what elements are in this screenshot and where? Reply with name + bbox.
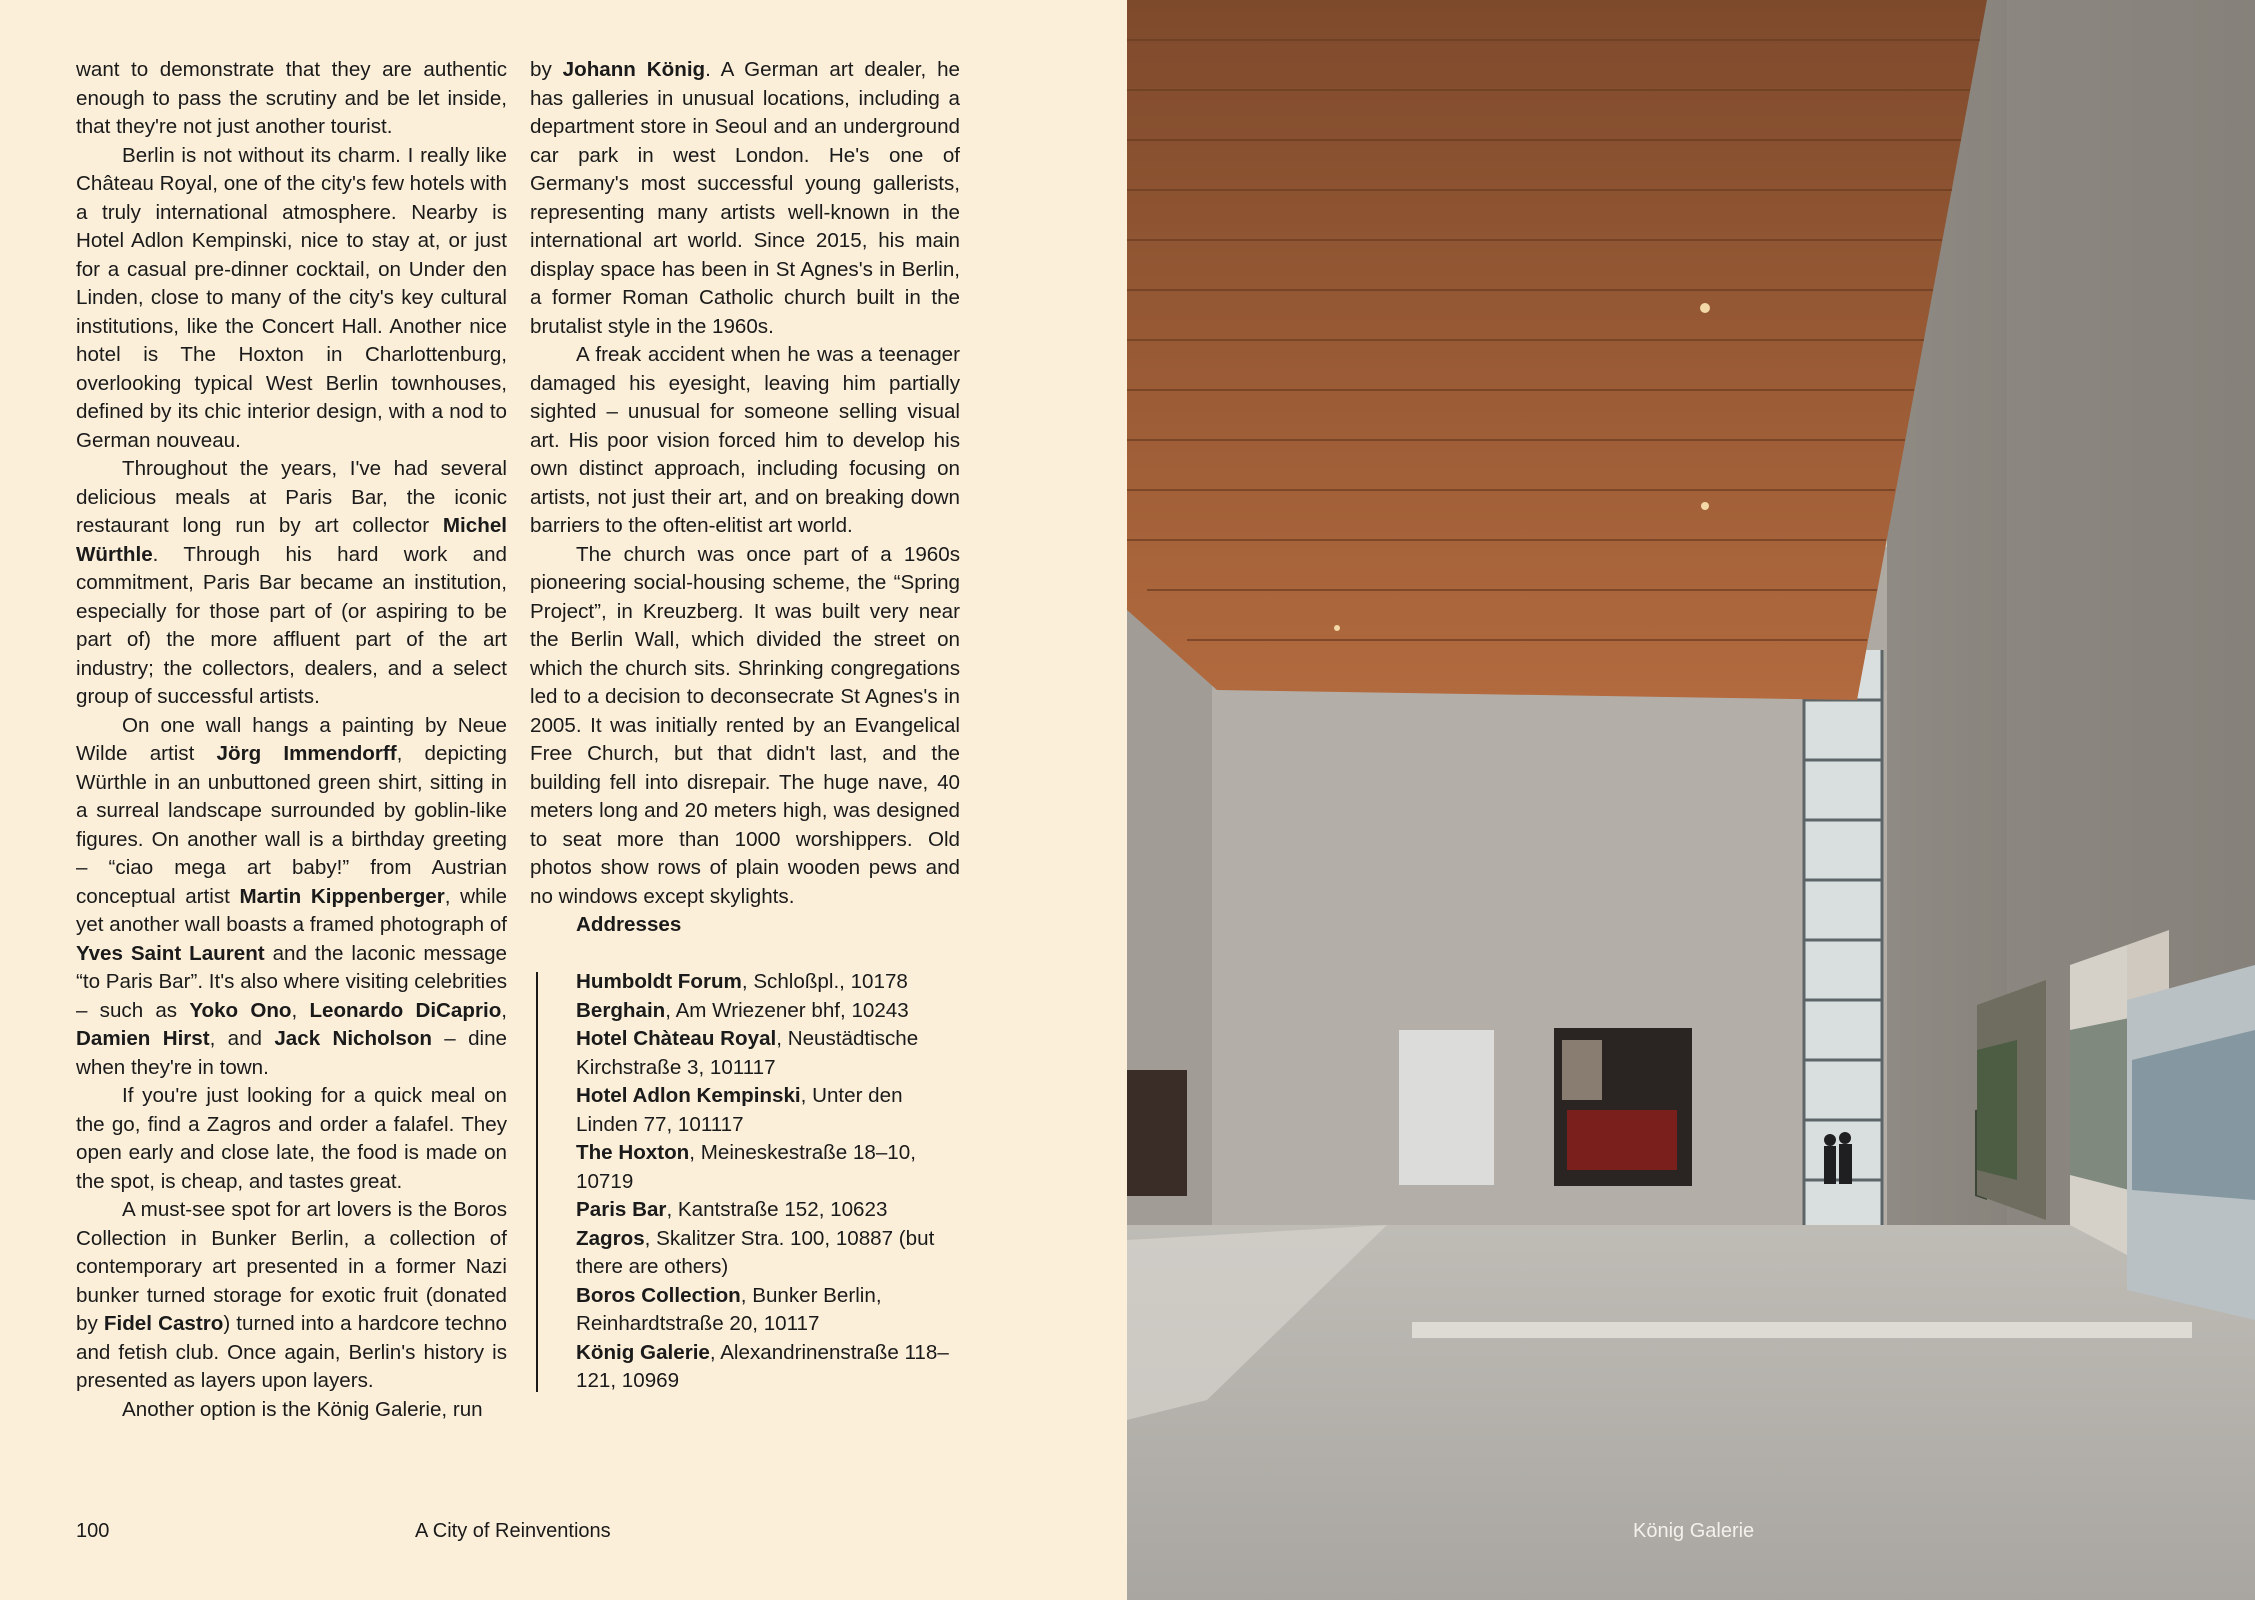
text-run: . Through his hard work and commitment, Paris Bar became an institution, especially for those part of (or aspiring to be part of) the more affluent part of the art industry; the collectors, dealers, and a select group of successful artists. [76,542,507,708]
text-run: and the laconic message “to Paris Bar”. It's also where visiting celebrities – such as [76,941,507,1022]
text-run: , [501,998,508,1022]
address-detail: , Kantstraße 152, 10623 [666,1198,888,1221]
text-run: . A German art dealer, he has galleries in unusual locations, including a department store in Seoul and an underground car park in west London. He's one of Germany's most successful young gallerists, representing many artists well-known in the international art world. Since 2015, his main display space has been in St Agnes's in Berlin, a former Roman Catholic church built in the brutalist style in the 1960s. [530,58,960,338]
bold-name: Yoko Ono [189,998,292,1022]
gallery-interior-photo [1127,0,2255,1600]
address-name: The Hoxton [576,1141,690,1164]
text-run: , and [209,1027,275,1050]
bold-name: Johann König [562,58,706,81]
bold-name: Fidel Castro [103,1312,224,1335]
photo-caption: König Galerie [1633,1520,1755,1542]
text-run: On one wall hangs a painting by Neue Wilde artist [76,713,507,765]
text-run: A freak accident when he was a teenager damaged his eyesight, leaving him partially sighted – unusual for someone selling visual art. His poor vision forced him to develop his own distinct approach, including focusing on artists, not just their art, and on breaking down barriers to the often-elitist art world. [530,343,960,537]
paragraph [76,1196,507,1396]
addresses-list [530,968,960,1396]
text-run: If you're just looking for a quick meal on the go, find a Zagros and order a falafel. They open early and close late, the food is made on the spot, is cheap, and tastes great. [76,1084,507,1193]
paragraph [530,541,960,912]
address-entry [576,1196,960,1225]
bold-name: Yves Saint Laurent [76,941,265,965]
address-entry [576,1225,960,1282]
page-number: 100 [76,1520,110,1542]
address-entry [576,1025,960,1082]
address-detail: , Skalitzer Stra. 100, 10887 (but there are others) [576,1226,935,1278]
text-run: , while yet another wall boasts a framed photograph of [76,884,508,936]
address-name: Boros Collection [576,1283,741,1307]
text-run: The church was once part of a 1960s pioneering social-housing scheme, the “Spring Project”, in Kreuzberg. It was built very near the Berlin Wall, which divided the street on which the church sits. Shrinking congregations led to a decision to deconsecrate St Agnes's in 2005. It was initially rented by an Evangelical Free Church, but that didn't last, and the building fell into disrepair. The huge nave, 40 meters long and 20 meters high, was designed to seat more than 1000 worshippers. Old photos show rows of plain wooden pews and no windows except skylights. [530,542,960,908]
addresses-heading: Addresses [576,913,682,936]
bold-name: Michel Würthle [76,514,507,566]
bold-name: Martin Kippenberger [239,884,445,908]
column-2-body [530,56,960,911]
text-run: ) turned into a hardcore techno and fetish club. Once again, Berlin's history is presented as layers upon layers. [76,1312,507,1392]
paragraph [76,142,507,456]
address-detail: , Meineskestraße 18–10, 10719 [576,1141,916,1193]
bold-name: Damien Hirst [76,1027,210,1050]
address-detail: , Bunker Berlin, Reinhardtstraße 20, 10117 [576,1283,882,1335]
running-title: A City of Reinventions [415,1520,611,1542]
paragraph [76,56,507,142]
address-entry [576,997,960,1026]
address-name: Hotel Chàteau Royal [576,1027,777,1050]
paragraph [530,341,960,541]
address-detail: , Am Wriezener bhf, 10243 [665,998,909,1022]
bold-name: Leonardo DiCaprio [309,998,502,1022]
bold-name: Jack Nicholson [274,1027,432,1050]
text-run: , [291,998,310,1022]
paragraph [76,455,507,712]
address-entry [576,968,960,997]
address-entry [576,1082,960,1139]
bold-name: Jörg Immendorff [216,742,397,765]
paragraph [76,712,507,1083]
address-detail: , Schloßpl., 10178 [741,970,908,993]
address-name: Paris Bar [576,1198,667,1221]
address-name: Berghain [576,998,666,1022]
text-run: , depicting Würthle in an unbuttoned green shirt, sitting in a surreal landscape surrounded by goblin-like figures. On another wall is a birthday greeting – “ciao mega art baby!” from Austrian conceptual artist [76,742,507,908]
text-run: by [530,58,563,81]
address-name: König Galerie [576,1340,710,1364]
paragraph [76,1082,507,1196]
text-run: Another option is the König Galerie, run [122,1397,483,1421]
address-detail: , Alexandrinenstraße 118–121, 10969 [576,1340,949,1392]
paragraph [76,1396,507,1425]
address-name: Humboldt Forum [576,970,742,993]
paragraph [530,56,960,341]
text-run: – dine when they're in town. [76,1027,507,1079]
address-detail: , Neustädtische Kirchstraße 3, 101117 [576,1027,919,1079]
address-name: Hotel Adlon Kempinski [576,1084,801,1107]
addresses-rule [536,972,538,1392]
address-detail: , Unter den Linden 77, 101117 [576,1084,903,1136]
address-name: Zagros [576,1226,645,1250]
text-run: Berlin is not without its charm. I really like Château Royal, one of the city's few hotels with a truly international atmosphere. Nearby is Hotel Adlon Kempinski, nice to stay at, or just for a casual pre-dinner cocktail, on Under den Linden, close to many of the city's key cultural institutions, like the Concert Hall. Another nice hotel is The Hoxton in Charlottenburg, overlooking typical West Berlin townhouses, defined by its chic interior design, with a nod to German nouveau. [76,143,507,452]
text-run: A must-see spot for art lovers is the Boros Collection in Bunker Berlin, a collection of contemporary art presented in a former Nazi bunker turned storage for exotic fruit (donated by [76,1198,507,1335]
address-entry [576,1282,960,1339]
text-column-1 [76,56,507,1424]
address-entry [576,1339,960,1396]
left-page [0,0,1127,1600]
text-run: Throughout the years, I've had several delicious meals at Paris Bar, the iconic restaurant long run by art collector [76,457,507,537]
text-run: want to demonstrate that they are authentic enough to pass the scrutiny and be let inside, that they're not just another tourist. [76,58,507,138]
right-page-photo [1127,0,2255,1600]
address-entry [576,1139,960,1196]
text-column-2 [530,56,960,1396]
